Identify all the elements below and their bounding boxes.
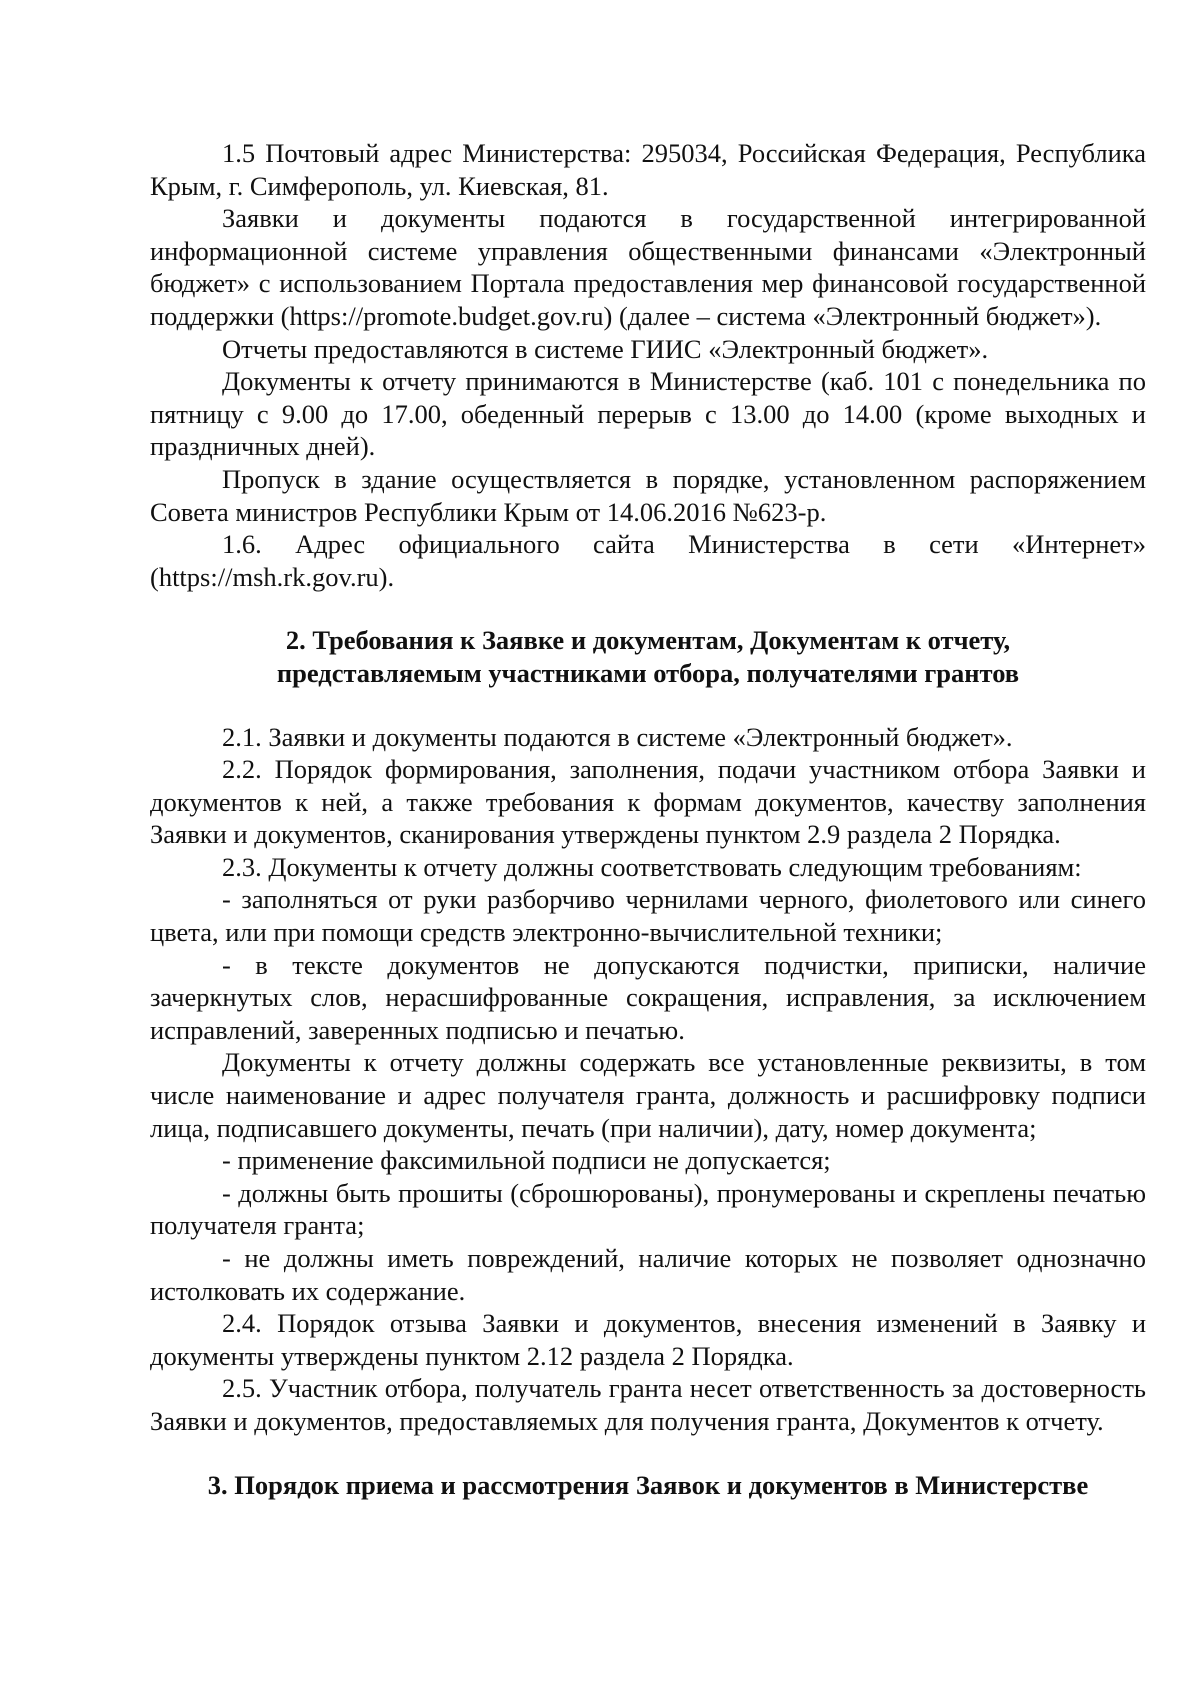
paragraph-building-access: Пропуск в здание осуществляется в порядке, установленном распоряжением Совета министров Республики Крым от 14.06.2016 №623-р. xyxy=(150,463,1146,527)
paragraph-2-1: 2.1. Заявки и документы подаются в системе «Электронный бюджет». xyxy=(222,721,1013,752)
paragraph-website-address: 1.6. Адрес официального сайта Министерства в сети «Интернет» (https://msh.rk.gov.ru). xyxy=(150,529,1146,592)
paragraph-applications-submission: Заявки и документы подаются в государственной интегрированной информационной системе управления общественными финансами «Электронный бюджет» с использованием Портала предоставления мер финансовой государственной поддержки (https://promote.budget.gov.ru) (далее – система «Электронный бюджет»). xyxy=(150,203,1146,331)
paragraph-2-3-item-no-damage: - не должны иметь повреждений, наличие которых не позволяет однозначно истолковать их содержание. xyxy=(150,1243,1146,1306)
document-body xyxy=(150,137,1146,1501)
paragraph-2-3: 2.3. Документы к отчету должны соответствовать следующим требованиям: xyxy=(222,851,1082,882)
paragraph-2-3-item-bound: - должны быть прошиты (сброшюрованы), пронумерованы и скреплены печатью получателя гранта; xyxy=(150,1177,1146,1241)
paragraph-2-5: 2.5. Участник отбора, получатель гранта несет ответственность за достоверность Заявки и документов, предоставляемых для получения гранта, Документов к отчету. xyxy=(150,1373,1146,1436)
paragraph-2-3-requisites: Документы к отчету должны содержать все установленные реквизиты, в том числе наименование и адрес получателя гранта, должность и расшифровку подписи лица, подписавшего документы, печать (при наличии), дату, номер документа; xyxy=(150,1047,1146,1143)
section-3-heading: 3. Порядок приема и рассмотрения Заявок и документов в Министерстве xyxy=(207,1469,1089,1500)
section-2-heading-line-1: 2. Требования к Заявке и документам, Документам к отчету, xyxy=(285,625,1011,656)
section-2-heading xyxy=(150,624,1146,689)
paragraph-reports-system: Отчеты предоставляются в системе ГИИС «Электронный бюджет». xyxy=(222,333,989,364)
paragraph-2-3-item-handwriting: - заполняться от руки разборчиво чернилами черного, фиолетового или синего цвета, или при помощи средств электронно-вычислительной техники; xyxy=(150,884,1146,948)
paragraph-postal-address: 1.5 Почтовый адрес Министерства: 295034, Российская Федерация, Республика Крым, г. Симферополь, ул. Киевская, 81. xyxy=(150,138,1146,201)
paragraph-2-4: 2.4. Порядок отзыва Заявки и документов, внесения изменений в Заявку и документы утверждены пунктом 2.12 раздела 2 Порядка. xyxy=(150,1308,1146,1371)
paragraph-2-3-item-no-corrections: - в тексте документов не допускаются подчистки, приписки, наличие зачеркнутых слов, нерасшифрованные сокращения, исправления, за исключением исправлений, заверенных подписью и печатью. xyxy=(150,949,1146,1045)
section-2-heading-line-2: представляемым участниками отбора, получателями грантов xyxy=(276,657,1020,688)
paragraph-2-3-item-no-facsimile: - применение факсимильной подписи не допускается; xyxy=(222,1145,831,1176)
paragraph-report-documents-hours: Документы к отчету принимаются в Министерстве (каб. 101 с понедельника по пятницу с 9.00 до 17.00, обеденный перерыв с 13.00 до 14.00 (кроме выходных и праздничных дней). xyxy=(150,366,1146,462)
paragraph-2-2: 2.2. Порядок формирования, заполнения, подачи участником отбора Заявки и документов к ней, а также требования к формам документов, качеству заполнения Заявки и документов, сканирования утверждены пунктом 2.9 раздела 2 Порядка. xyxy=(150,754,1146,850)
